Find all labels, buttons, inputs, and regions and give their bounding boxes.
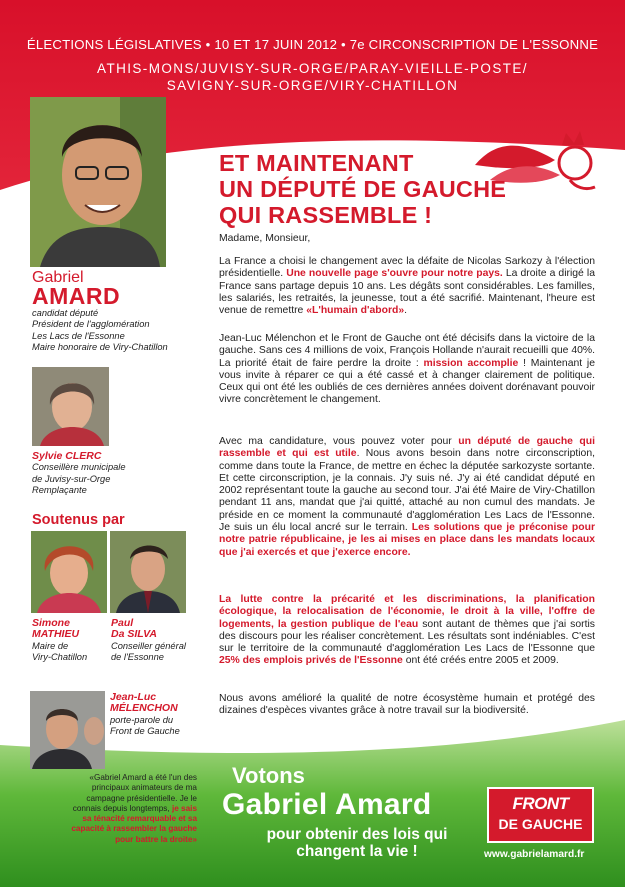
highlight: La lutte contre la précarité et les discriminations, la planification écologique, la relocalisation de l'économie, le droit à la ville, l'offre de logements, la gestion publique de l'eau	[219, 594, 595, 630]
paragraph-5: Nous avons amélioré la qualité de notre écosystème humain et protégé des dizaines d'espèces vivantes grâce à notre travail sur la biodiversité.	[219, 693, 595, 717]
headline	[219, 150, 519, 228]
supporter-1-photo	[31, 531, 107, 613]
candidate-role: Président de l'agglomération	[32, 319, 150, 330]
supporter-1-role: Maire de	[32, 640, 69, 651]
supporter-3-photo	[30, 691, 105, 769]
candidate-portrait-icon	[30, 97, 166, 267]
substitute-role: de Juvisy-sur-Orge	[32, 473, 111, 484]
supporter-2-role: Conseiller général	[111, 640, 186, 651]
supporter-3-role: Front de Gauche	[110, 726, 180, 737]
election-line: ÉLECTIONS LÉGISLATIVES • 10 ET 17 JUIN 2012 • 7e CIRCONSCRIPTION DE L'ESSONNE	[26, 37, 599, 52]
text: sont autant de thèmes que j'ai sortis des discours pour les réaliser concrètement. Les résultats sont indéniables. C'est sur le territoire de la communauté d'agglomération Les Lacs de l'Essonne que	[219, 618, 595, 655]
supporter-2-portrait-icon	[110, 531, 186, 613]
supporter-2-role: de l'Essonne	[111, 652, 164, 663]
towns-line	[0, 60, 625, 94]
text: La droite a dirigé la France sans partage depuis 10 ans. Les dégâts sont considérables. Les familles, les salariés, les retraités, la jeunesse, tout a été sacrifié. Maintenant, l'heure est venue de remettre	[219, 268, 595, 317]
quote-highlight: je sais sa ténacité remarquable et sa capacité à rassembler la gauche pour battre la droite»	[71, 803, 197, 844]
supporter-1-first: Simone	[32, 617, 70, 629]
cta-votons: Votons	[232, 763, 305, 788]
cta-candidate-name: Gabriel Amard	[222, 788, 432, 821]
supporters-title: Soutenus par	[32, 512, 125, 528]
substitute-role: Conseillère municipale	[32, 462, 126, 473]
text: Avec ma candidature, vous pouvez voter pour	[219, 436, 459, 447]
candidate-role: Maire honoraire de Viry-Chatillon	[32, 342, 168, 353]
salutation: Madame, Monsieur,	[219, 233, 311, 244]
candidate-photo	[30, 97, 166, 267]
text: La France a choisi le changement avec la défaite de Nicolas Sarkozy à l'élection présidentielle.	[219, 256, 595, 280]
headline-line: ET MAINTENANT	[219, 150, 414, 176]
paragraph-4	[219, 594, 595, 668]
logo-line-2: DE GAUCHE	[498, 816, 583, 832]
supporter-2-first: Paul	[111, 617, 134, 629]
supporter-1-portrait-icon	[31, 531, 107, 613]
logo-line-1: FRONT	[512, 794, 569, 813]
front-de-gauche-logo	[487, 787, 594, 843]
cta-slogan	[252, 826, 462, 860]
substitute-name: Sylvie CLERC	[32, 450, 102, 462]
substitute-block	[32, 451, 126, 497]
highlight: un député de gauche qui rassemble et qui est utile	[219, 436, 596, 460]
melenchon-quote	[62, 773, 197, 845]
candidate-role: Les Lacs de l'Essonne	[32, 330, 125, 341]
text: ont été créés entre 2005 et 2009.	[402, 655, 559, 667]
highlight: Les solutions que je préconise pour notre patrie républicaine, je les ai mises en place dans les mandats locaux que j'ai exercés et que j'exerce encore.	[219, 522, 595, 558]
supporter-1-block	[32, 618, 87, 664]
candidate-last-name: AMARD	[32, 283, 121, 309]
supporter-2-last: Da SILVA	[111, 628, 157, 641]
headline-line: QUI RASSEMBLE !	[219, 202, 433, 228]
supporter-3-portrait-icon	[30, 691, 105, 769]
supporter-1-role: Viry-Chatillon	[32, 652, 88, 663]
paragraph-2	[219, 333, 595, 407]
substitute-photo	[32, 367, 109, 446]
supporter-2-photo	[110, 531, 186, 613]
towns-line-2: SAVIGNY-SUR-ORGE/VIRY-CHATILLON	[166, 78, 459, 93]
supporter-1-last: MATHIEU	[32, 628, 80, 641]
text: ! Maintenant je vous invite à réparer ce qui a été cassé et à changer clairement de politique. Ceux qui ont été les oubliés de ces dernières années doivent dorénavant pouvoir vivre concrètement le changement.	[219, 357, 595, 406]
candidate-roles	[32, 308, 168, 354]
candidate-first-name: Gabriel	[32, 269, 84, 286]
highlight: «L'humain d'abord»	[306, 305, 405, 317]
substitute-role: Remplaçante	[32, 485, 87, 496]
supporter-2-block	[111, 618, 186, 664]
website-link[interactable]: www.gabrielamard.fr	[484, 849, 585, 860]
highlight: 25% des emplois privés de l'Essonne	[219, 655, 403, 667]
headline-line: UN DÉPUTÉ DE GAUCHE	[219, 176, 507, 202]
paragraph-1	[219, 256, 595, 317]
highlight: Une nouvelle page s'ouvre pour notre pays.	[286, 268, 503, 280]
supporter-3-last: MÉLENCHON	[110, 702, 178, 715]
candidate-role: candidat député	[32, 308, 99, 318]
towns-line-1: ATHIS-MONS/JUVISY-SUR-ORGE/PARAY-VIEILLE-POSTE/	[97, 61, 528, 76]
supporter-3-block	[110, 692, 180, 738]
paragraph-3	[219, 436, 595, 559]
cta-slogan-line: changent la vie !	[296, 843, 418, 860]
supporter-3-role: porte-parole du	[110, 714, 174, 725]
supporter-3-first: Jean-Luc	[110, 691, 157, 703]
text: .	[404, 305, 407, 317]
highlight: mission accomplie	[423, 357, 519, 369]
quote-text: «Gabriel Amard a été l'un des principaux animateurs de ma campagne présidentielle. Je le connais depuis longtemps,	[72, 773, 197, 813]
cta-slogan-line: pour obtenir des lois qui	[266, 826, 448, 843]
substitute-portrait-icon	[32, 367, 109, 446]
text: Jean-Luc Mélenchon et le Front de Gauche ont été décisifs dans la victoire de la gauche. Sans ces 4 millions de voix, François Hollande n'aurait recueilli que 40%. La priorité était de faire perdre la droite :	[219, 333, 595, 369]
text: . Nous avons besoin dans notre circonscription, comme dans toute la France, de mettre en échec la députée sarkozyste sortante. Et cette circonscription, je la connais. J'y suis né. J'y ai été candidat député en 2002 représentant toute la gauche au second tour. J'ai été Maire de Viry-Chatillon pendant 11 ans, mandat que j'ai quitté, attaché au non cumul des mandats. Je préside en ce moment la communauté d'agglomération Les Lacs de l'Essonne. Je suis un élu local ancré sur le terrain.	[219, 448, 595, 534]
